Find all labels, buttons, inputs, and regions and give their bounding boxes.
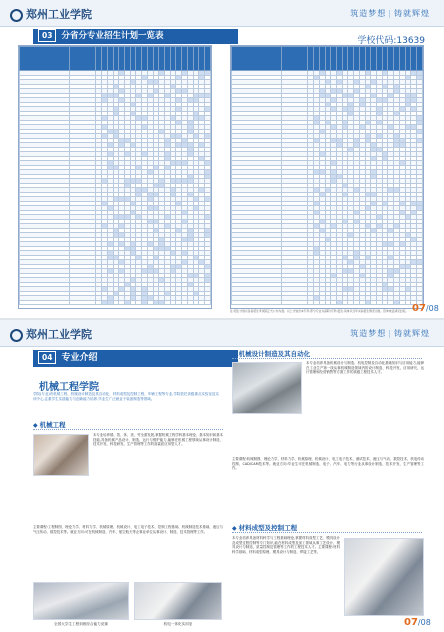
section-number: 03	[38, 29, 56, 42]
major-courses: 主要课程:工程制图、理论力学、材料力学、机械原理、机械设计、电工电子技术、控制工程基础、机械制造技术基础、液压与气压传动、数控技术等。就业方向:可在机械制造、汽车、航空航天等企事业单位从事设计、制造、技术管理等工作。	[33, 525, 223, 534]
major-courses: 主要课程:机械制图、理论力学、材料力学、机械原理、机械设计、电工电子技术、测试技术、液压与气动、数控技术、机电传动控制、CAD/CAM技术等。就业方向:毕业生可在机械制造、电子、汽车、电力等行业从事设计制造、技术开发、生产管理等工作。	[232, 457, 424, 471]
table-cell	[281, 300, 308, 305]
section-number: 04	[38, 351, 56, 364]
materials-lab-photo	[344, 538, 424, 616]
enrollment-plan-table	[231, 46, 423, 305]
logo-text: 郑州工业学院	[26, 328, 92, 341]
table-header-cell	[232, 47, 282, 71]
page-number-suffix: /08	[417, 618, 431, 627]
major-heading-mechanical-engineering	[33, 421, 223, 430]
header-slogan	[350, 8, 430, 19]
page-number	[412, 303, 439, 314]
photo-caption: 机电一体化实训室	[163, 622, 193, 626]
major-description: 本专业培养具备材料科学与工程基础理论,掌握材料成型工艺、模具设计及成型过程控制等专门知识,能在材料成型及加工领域从事工艺设计、模具设计与制造、质量控制及管理等工作的工程技术人才。主要课程:材料科学基础、材料成型原理、模具设计与制造、焊接工艺等。	[232, 536, 340, 555]
header-slogan	[350, 328, 430, 339]
section-title-bar	[33, 29, 238, 44]
training-room-photo	[134, 582, 222, 620]
table-cell	[232, 300, 282, 305]
table-header-cell	[69, 47, 96, 71]
page-header	[0, 320, 444, 347]
major-title: 机械工程	[39, 421, 66, 429]
enrollment-table-left	[18, 45, 212, 309]
table-cell	[205, 300, 211, 305]
competition-photo	[33, 582, 129, 620]
school-seal-icon	[10, 329, 23, 342]
school-seal-icon	[10, 9, 23, 22]
college-title: 机械工程学院	[39, 382, 99, 393]
lab-photo	[33, 434, 89, 476]
page-number-suffix: /08	[425, 304, 439, 313]
table-cell	[20, 300, 70, 305]
table-header-cell	[281, 47, 308, 71]
photo-caption: 全国大学生工程训练综合能力竞赛	[54, 622, 108, 626]
page-number-main: 07	[404, 617, 418, 628]
school-logo	[10, 6, 92, 22]
page-header	[0, 0, 444, 27]
section-title: 专业介绍	[61, 353, 98, 363]
table-row	[232, 300, 423, 305]
major-title: 材料成型及控制工程	[238, 524, 298, 532]
enrollment-table-right	[230, 45, 424, 309]
page-number-main: 07	[412, 303, 426, 314]
diamond-bullet-icon: ◆	[232, 525, 237, 532]
school-code: 学校代码:13639	[357, 36, 425, 46]
major-title: 机械设计制造及其自动化	[238, 350, 311, 358]
major-description: 本专业培养具备机械设计与制造、机电控制及自动化基础知识与应用能力,能够在工业生产第一线从事机械制造领域内的设计制造、科技开发、应用研究、运行管理和经营销售等方面工作的高级工程技术人才。	[306, 361, 424, 375]
enrollment-plan-table	[19, 46, 211, 305]
brochure-page-major-intro	[0, 320, 444, 632]
major-heading-mechanical-design	[232, 350, 422, 359]
major-heading-materials-forming	[232, 524, 422, 533]
logo-text: 郑州工业学院	[26, 8, 92, 21]
page-number	[404, 617, 431, 628]
college-intro: 学院(专业)有机械工程、机械设计制造及其自动化、材料成型及控制工程、车辆工程等专业,学院依托省级重点实验室及实训中心,注重学生实践能力与创新能力培养,毕业生广泛就业于装备制造等领域。	[33, 392, 219, 401]
machine-photo	[232, 362, 302, 414]
diamond-bullet-icon: ◆	[33, 422, 38, 429]
table-cell	[69, 300, 96, 305]
slogan-divider: |	[388, 329, 392, 338]
table-header-cell	[20, 47, 70, 71]
slogan-right: 铸就辉煌	[394, 329, 430, 338]
school-logo	[10, 326, 92, 342]
table-footnote: 注:招生计划以各省招生考试院正式公布为准。以上计划含本专科,部分专业为高职(专科)层次,具体以当年实际招生情况为准。咨询电话请见封底。	[230, 309, 409, 313]
major-description: 本专业培养德、智、体、美、劳全面发展,掌握机械工程学科基本理论、基本知识和基本技能,具备机械产品设计、制造、运行与维护能力,能够在机械工程领域从事设计制造、技术开发、科技研发、生产管理等工作的高素质应用型人才。	[93, 433, 223, 447]
table-header-cell	[417, 47, 423, 71]
table-header-cell	[205, 47, 211, 71]
table-row	[20, 300, 211, 305]
slogan-left: 筑造梦想	[350, 9, 387, 18]
slogan-right: 铸就辉煌	[394, 9, 430, 18]
diamond-bullet-icon: ◆	[232, 351, 237, 358]
section-title: 分省分专业招生计划一览表	[61, 31, 164, 41]
slogan-left: 筑造梦想	[350, 329, 387, 338]
section-title-bar	[33, 350, 238, 367]
slogan-divider: |	[388, 9, 392, 18]
